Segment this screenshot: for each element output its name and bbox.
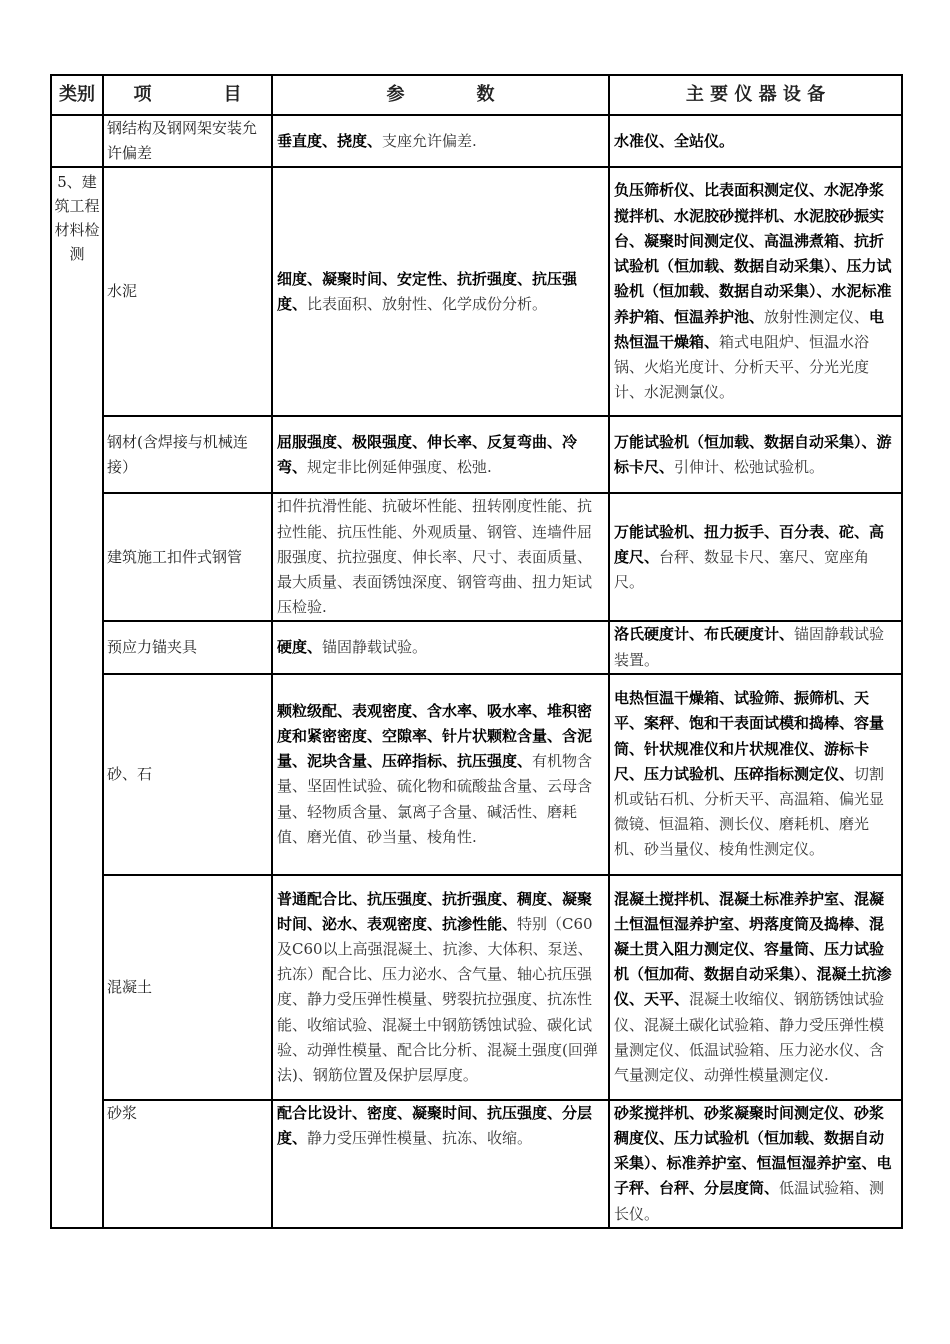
table-row — [51, 1100, 902, 1228]
table-row — [51, 167, 902, 416]
text-run: 电热恒温干燥箱、 — [614, 307, 885, 351]
category-cell: 5、建筑工程材料检测 — [51, 167, 103, 1227]
item-cell: 水泥 — [103, 167, 272, 416]
table-row — [51, 674, 902, 875]
params-cell — [272, 167, 609, 416]
equipment-cell — [609, 621, 902, 673]
lab-capability-table — [50, 74, 903, 1229]
text-run: 锚固静载试验装置。 — [614, 625, 885, 669]
text-run: 低温试验箱、测长仪。 — [614, 1179, 885, 1223]
text-run: 万能试验机（恒加载、数据自动采集）、游标卡尺、 — [614, 432, 892, 476]
header-category: 类别 — [51, 75, 103, 115]
item-cell: 建筑施工扣件式钢管 — [103, 493, 272, 621]
text-run: 引伸计、松弛试验机。 — [674, 457, 825, 476]
table-row — [51, 621, 902, 673]
text-run: 普通配合比、抗压强度、抗折强度、稠度、凝聚时间、泌水、表观密度、抗渗性能、 — [277, 889, 593, 933]
equipment-cell — [609, 115, 902, 167]
text-run: 垂直度、挠度、 — [277, 131, 383, 150]
header-equipment: 主 要 仪 器 设 备 — [609, 75, 902, 115]
text-run: 混凝土搅拌机、混凝土标准养护室、混凝土恒温恒湿养护室、坍落度筒及捣棒、混凝土贯入阻力测定仪、容量筒、压力试验机（恒加荷、数据自动采集）、混凝土抗渗仪、天平、 — [614, 889, 892, 1009]
text-run: 锚固静载试验。 — [322, 638, 428, 657]
params-cell — [272, 493, 609, 621]
text-run: 配合比设计、密度、凝聚时间、抗压强度、分层度、 — [277, 1103, 593, 1148]
equipment-cell — [609, 1100, 902, 1228]
text-run: 颗粒级配、表观密度、含水率、吸水率、堆积密度和紧密密度、空隙率、针片状颗粒含量、含泥量、泥块含量、压碎指标、抗压强度、 — [277, 701, 593, 771]
equipment-cell — [609, 493, 902, 621]
item-cell: 钢材(含焊接与机械连接） — [103, 416, 272, 493]
text-run: 特别（C60及C60以上高强混凝土、抗渗、大体积、泵送、抗冻）配合比、压力泌水、含气量、轴心抗压强度、静力受压弹性模量、劈裂抗拉强度、抗冻性能、收缩试验、混凝土中钢筋锈蚀试验、碳化试验、动弹性模量、配合比分析、混凝土强度(回弹法)、钢筋位置及保护层厚度。 — [277, 914, 598, 1084]
text-run: 台秤、数显卡尺、塞尺、宽座角尺。 — [614, 547, 870, 592]
text-run: 水准仪、全站仪。 — [614, 131, 735, 150]
text-run: 屈服强度、极限强度、伸长率、反复弯曲、冷弯、 — [277, 432, 578, 476]
item-cell: 钢结构及钢网架安装允许偏差 — [103, 115, 272, 167]
params-cell — [272, 674, 609, 875]
text-run: 砂浆搅拌机、砂浆凝聚时间测定仪、砂浆稠度仪、压力试验机（恒加载、数据自动采集）、标准养护室、恒温恒湿养护室、电子秤、台秤、分层度筒、 — [614, 1103, 892, 1198]
header-parameters: 参 数 — [272, 75, 609, 115]
text-run: 规定非比例延伸强度、松弛. — [307, 457, 492, 476]
table-row — [51, 416, 902, 493]
table-row — [51, 875, 902, 1100]
item-cell: 预应力锚夹具 — [103, 621, 272, 673]
params-cell — [272, 875, 609, 1100]
equipment-cell — [609, 875, 902, 1100]
text-run: 电热恒温干燥箱、试验筛、振筛机、天平、案秤、饱和干表面试模和捣棒、容量筒、针状规准仪和片状规准仪、游标卡尺、压力试验机、压碎指标测定仪、 — [614, 689, 885, 783]
text-run: 有机物含量、坚固性试验、硫化物和硫酸盐含量、云母含量、轻物质含量、氯离子含量、碱活性、磨耗值、磨光值、砂当量、棱角性. — [277, 752, 593, 846]
text-run: 放射性测定仪、 — [764, 307, 870, 326]
table-header-row — [51, 75, 902, 115]
item-cell: 砂浆 — [103, 1100, 272, 1228]
params-cell — [272, 621, 609, 673]
item-cell: 混凝土 — [103, 875, 272, 1100]
header-item: 项 目 — [103, 75, 272, 115]
item-cell: 砂、石 — [103, 674, 272, 875]
category-cell — [51, 115, 103, 167]
text-run: 扣件抗滑性能、抗破坏性能、扭转刚度性能、抗拉性能、抗压性能、外观质量、钢管、连墙件屈服强度、抗拉强度、伸长率、尺寸、表面质量、最大质量、表面锈蚀深度、钢管弯曲、扭力矩试压检验. — [277, 497, 593, 617]
text-run: 细度、凝聚时间、安定性、抗折强度、抗压强度、 — [277, 269, 578, 313]
text-run: 支座允许偏差. — [382, 131, 477, 150]
params-cell — [272, 416, 609, 493]
equipment-cell — [609, 167, 902, 416]
text-run: 静力受压弹性模量、抗冻、收缩。 — [307, 1129, 533, 1148]
text-run: 箱式电阻炉、恒温水浴锅、火焰光度计、分析天平、分光光度计、水泥测氯仪。 — [614, 332, 870, 402]
text-run: 混凝土收缩仪、钢筋锈蚀试验仪、混凝土碳化试验箱、静力受压弹性模量测定仪、低温试验箱、压力泌水仪、含气量测定仪、动弹性模量测定仪. — [614, 990, 885, 1084]
equipment-cell — [609, 416, 902, 493]
text-run: 硬度、 — [277, 638, 323, 657]
text-run: 切割机或钻石机、分析天平、高温箱、偏光显微镜、恒温箱、测长仪、磨耗机、磨光机、砂当量仪、棱角性测定仪。 — [614, 764, 885, 859]
text-run: 洛氏硬度计、布氏硬度计、 — [614, 625, 795, 644]
table-row — [51, 493, 902, 621]
text-run: 负压筛析仪、比表面积测定仪、水泥净浆搅拌机、水泥胶砂搅拌机、水泥胶砂振实台、凝聚时间测定仪、高温沸煮箱、抗折试验机（恒加载、数据自动采集）、压力试验机（恒加载、数据自动采集）、水泥标准养护箱、恒温养护池、 — [614, 181, 892, 326]
text-run: 比表面积、放射性、化学成份分析。 — [307, 294, 548, 313]
params-cell — [272, 1100, 609, 1228]
table-row — [51, 115, 902, 167]
equipment-cell — [609, 674, 902, 875]
text-run: 万能试验机、扭力扳手、百分表、砣、高度尺、 — [614, 522, 885, 566]
params-cell — [272, 115, 609, 167]
